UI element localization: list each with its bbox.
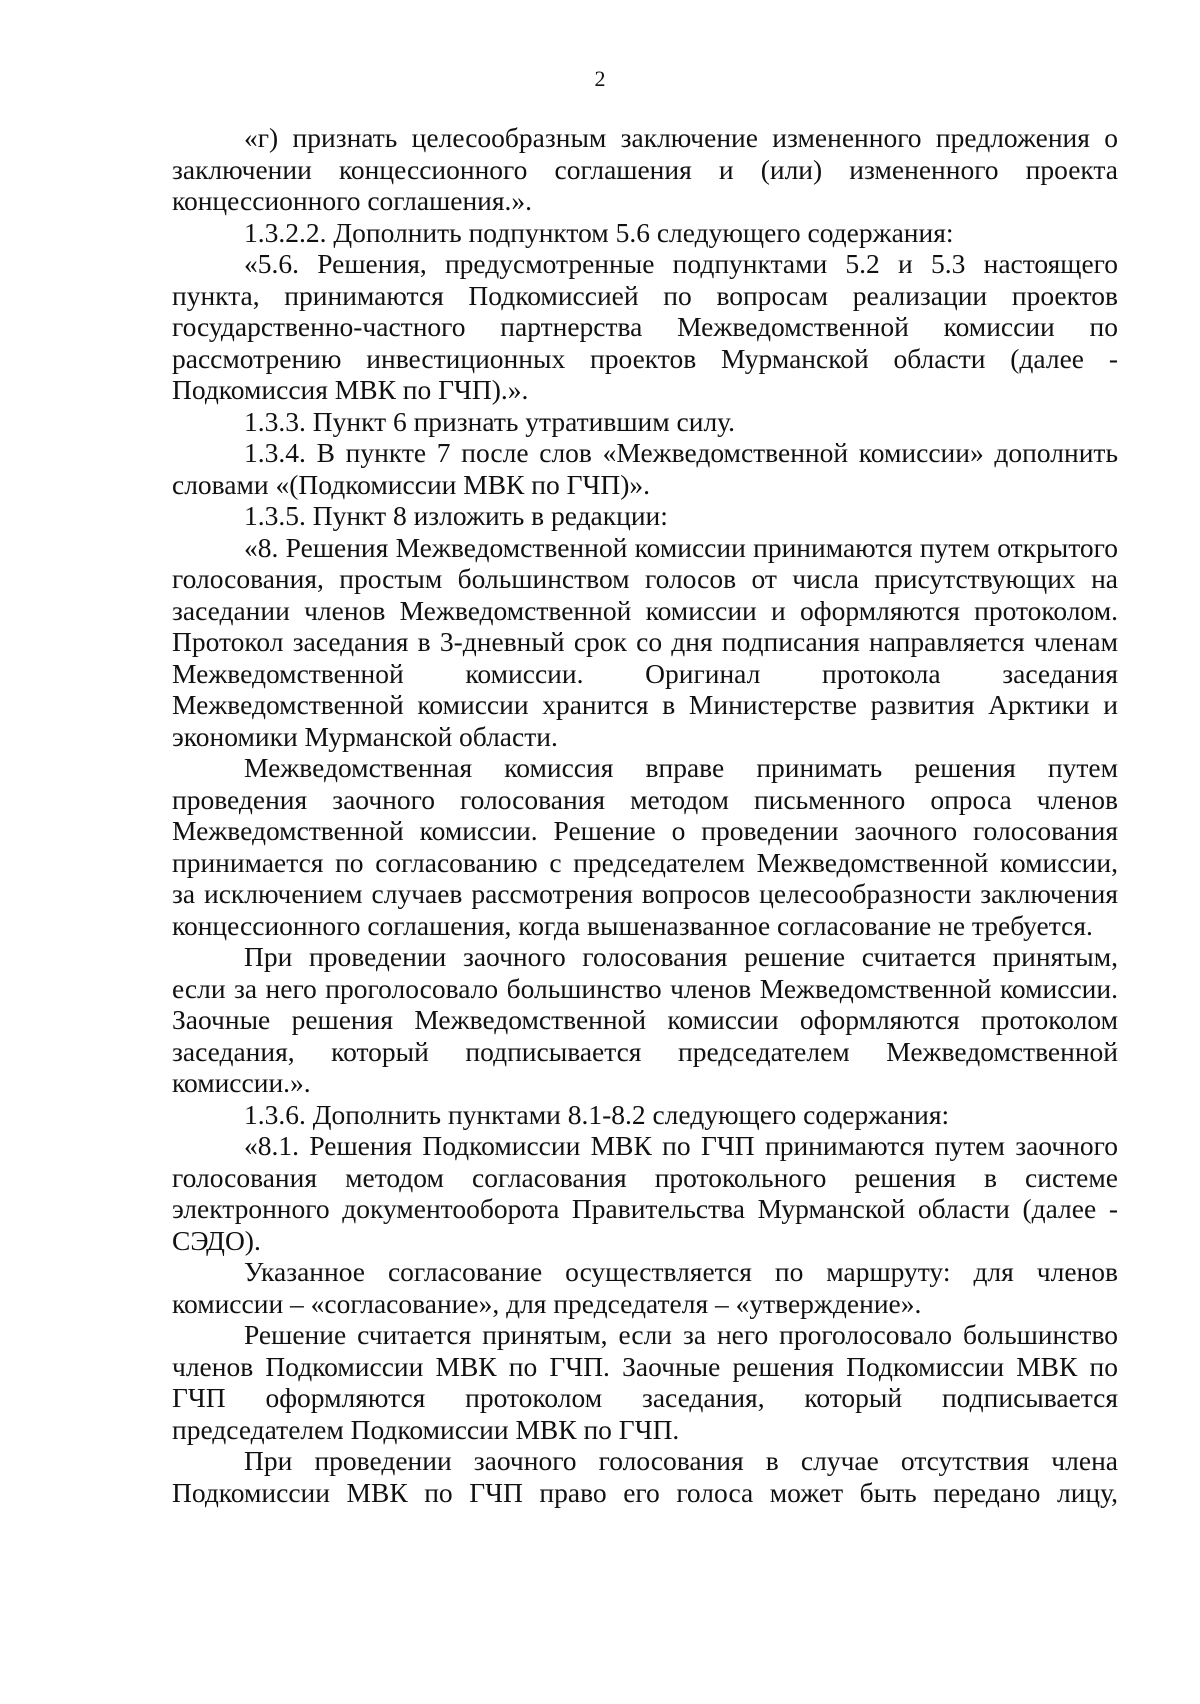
page-number: 2 [594, 66, 606, 91]
paragraph-absentee-voting: Межведомственная комиссия вправе принимать решения путем проведения заочного голосования методом письменного опроса членов Межведомственной комиссии. Решение о проведении заочного голосования принимается по согласованию с председателем Межведомственной комиссии, за исключением случаев рассмотрения вопросов целесообразности заключения концессионного соглашения, когда вышеназванное согласование не требуется. [172, 752, 1118, 941]
paragraph-subclause-g: «г) признать целесообразным заключение измененного предложения о заключении концессионного соглашения и (или) измененного проекта концессионного соглашения.». [172, 122, 1118, 216]
paragraph-1-3-6: 1.3.6. Дополнить пунктами 8.1-8.2 следующего содержания: [244, 1098, 950, 1130]
paragraph-1-3-3: 1.3.3. Пункт 6 признать утратившим силу. [244, 405, 736, 437]
paragraph-approval-route: Указанное согласование осуществляется по маршруту: для членов комиссии – «согласование», для председателя – «утверждение». [172, 1256, 1118, 1319]
paragraph-5-6: «5.6. Решения, предусмотренные подпунктами 5.2 и 5.3 настоящего пункта, принимаются Подкомиссией по вопросам реализации проектов государственно-частного партнерства Межведомственной комиссии по рассмотрению инвестиционных проектов Мурманской области (далее - Подкомиссия МВК по ГЧП).». [172, 248, 1118, 405]
paragraph-1-3-2-2: 1.3.2.2. Дополнить подпунктом 5.6 следующего содержания: [244, 216, 954, 248]
paragraph-8-1: «8.1. Решения Подкомиссии МВК по ГЧП принимаются путем заочного голосования методом согласования протокольного решения в системе электронного документооборота Правительства Мурманской области (далее - СЭДО). [172, 1130, 1118, 1256]
paragraph-8: «8. Решения Межведомственной комиссии принимаются путем открытого голосования, простым большинством голосов от числа присутствующих на заседании членов Межведомственной комиссии и оформляются протоколом. Протокол заседания в 3-дневный срок со дня подписания направляется членам Межведомственной комиссии. Оригинал протокола заседания Межведомственной комиссии хранится в Министерстве развития Арктики и экономики Мурманской области. [172, 531, 1118, 752]
paragraph-1-3-4: 1.3.4. В пункте 7 после слов «Межведомственной комиссии» дополнить словами «(Подкомиссии МВК по ГЧП)». [172, 437, 1118, 500]
document-body [172, 122, 1118, 1508]
paragraph-absentee-decision: При проведении заочного голосования решение считается принятым, если за него проголосовало большинство членов Межведомственной комиссии. Заочные решения Межведомственной комиссии оформляются протоколом заседания, который подписывается председателем Межведомственной комиссии.». [172, 941, 1118, 1098]
paragraph-subcommission-decision: Решение считается принятым, если за него проголосовало большинство членов Подкомиссии МВК по ГЧП. Заочные решения Подкомиссии МВК по ГЧП оформляются протоколом заседания, который подписывается председателем Подкомиссии МВК по ГЧП. [172, 1319, 1118, 1445]
paragraph-1-3-5: 1.3.5. Пункт 8 изложить в редакции: [244, 500, 668, 531]
paragraph-vote-transfer: При проведении заочного голосования в случае отсутствия члена Подкомиссии МВК по ГЧП право его голоса может быть передано лицу, [172, 1445, 1118, 1508]
